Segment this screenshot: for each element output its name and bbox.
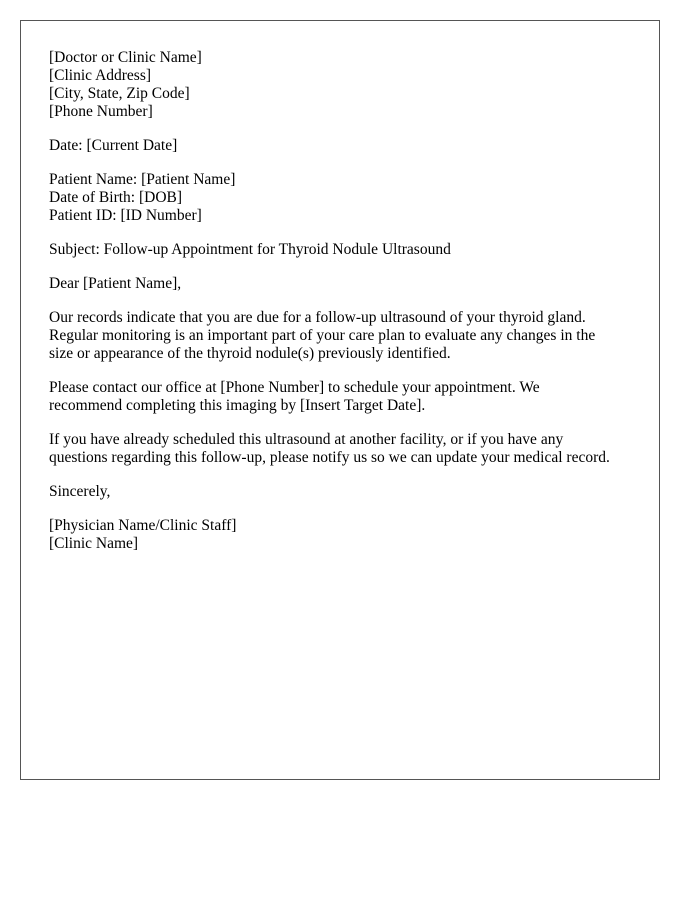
signer-clinic: [Clinic Name] [49,535,139,552]
paragraph-line: Please contact our office at [Phone Number] to schedule your appointment. We [49,379,540,396]
patient-dob: Date of Birth: [DOB] [49,189,183,206]
paragraph-line: Regular monitoring is an important part of your care plan to evaluate any changes in the [49,327,596,344]
sender-phone: [Phone Number] [49,103,153,120]
sender-name: [Doctor or Clinic Name] [49,49,202,66]
salutation: Dear [Patient Name], [49,275,182,292]
signer-name: [Physician Name/Clinic Staff] [49,517,237,534]
sender-address: [Clinic Address] [49,67,152,84]
paragraph-line: questions regarding this follow-up, please notify us so we can update your medical record. [49,449,610,466]
subject-block [49,241,639,259]
letter-page [20,20,660,780]
salutation-block [49,275,639,293]
patient-id: Patient ID: [ID Number] [49,207,202,224]
body-paragraph-2 [49,379,639,415]
paragraph-line: size or appearance of the thyroid nodule(s) previously identified. [49,345,451,362]
signature-block [49,517,639,553]
paragraph-line: Our records indicate that you are due for a follow-up ultrasound of your thyroid gland. [49,309,586,326]
paragraph-line: If you have already scheduled this ultrasound at another facility, or if you have any [49,431,564,448]
closing: Sincerely, [49,483,111,500]
paragraph-line: recommend completing this imaging by [Insert Target Date]. [49,397,426,414]
body-paragraph-1 [49,309,639,363]
patient-info-block [49,171,639,225]
letter-date: Date: [Current Date] [49,137,178,154]
closing-block [49,483,639,501]
date-block [49,137,639,155]
body-paragraph-3 [49,431,639,467]
sender-city-state-zip: [City, State, Zip Code] [49,85,190,102]
patient-name: Patient Name: [Patient Name] [49,171,236,188]
letter-subject: Subject: Follow-up Appointment for Thyroid Nodule Ultrasound [49,241,451,258]
letter-body [49,49,639,569]
sender-address-block [49,49,639,121]
